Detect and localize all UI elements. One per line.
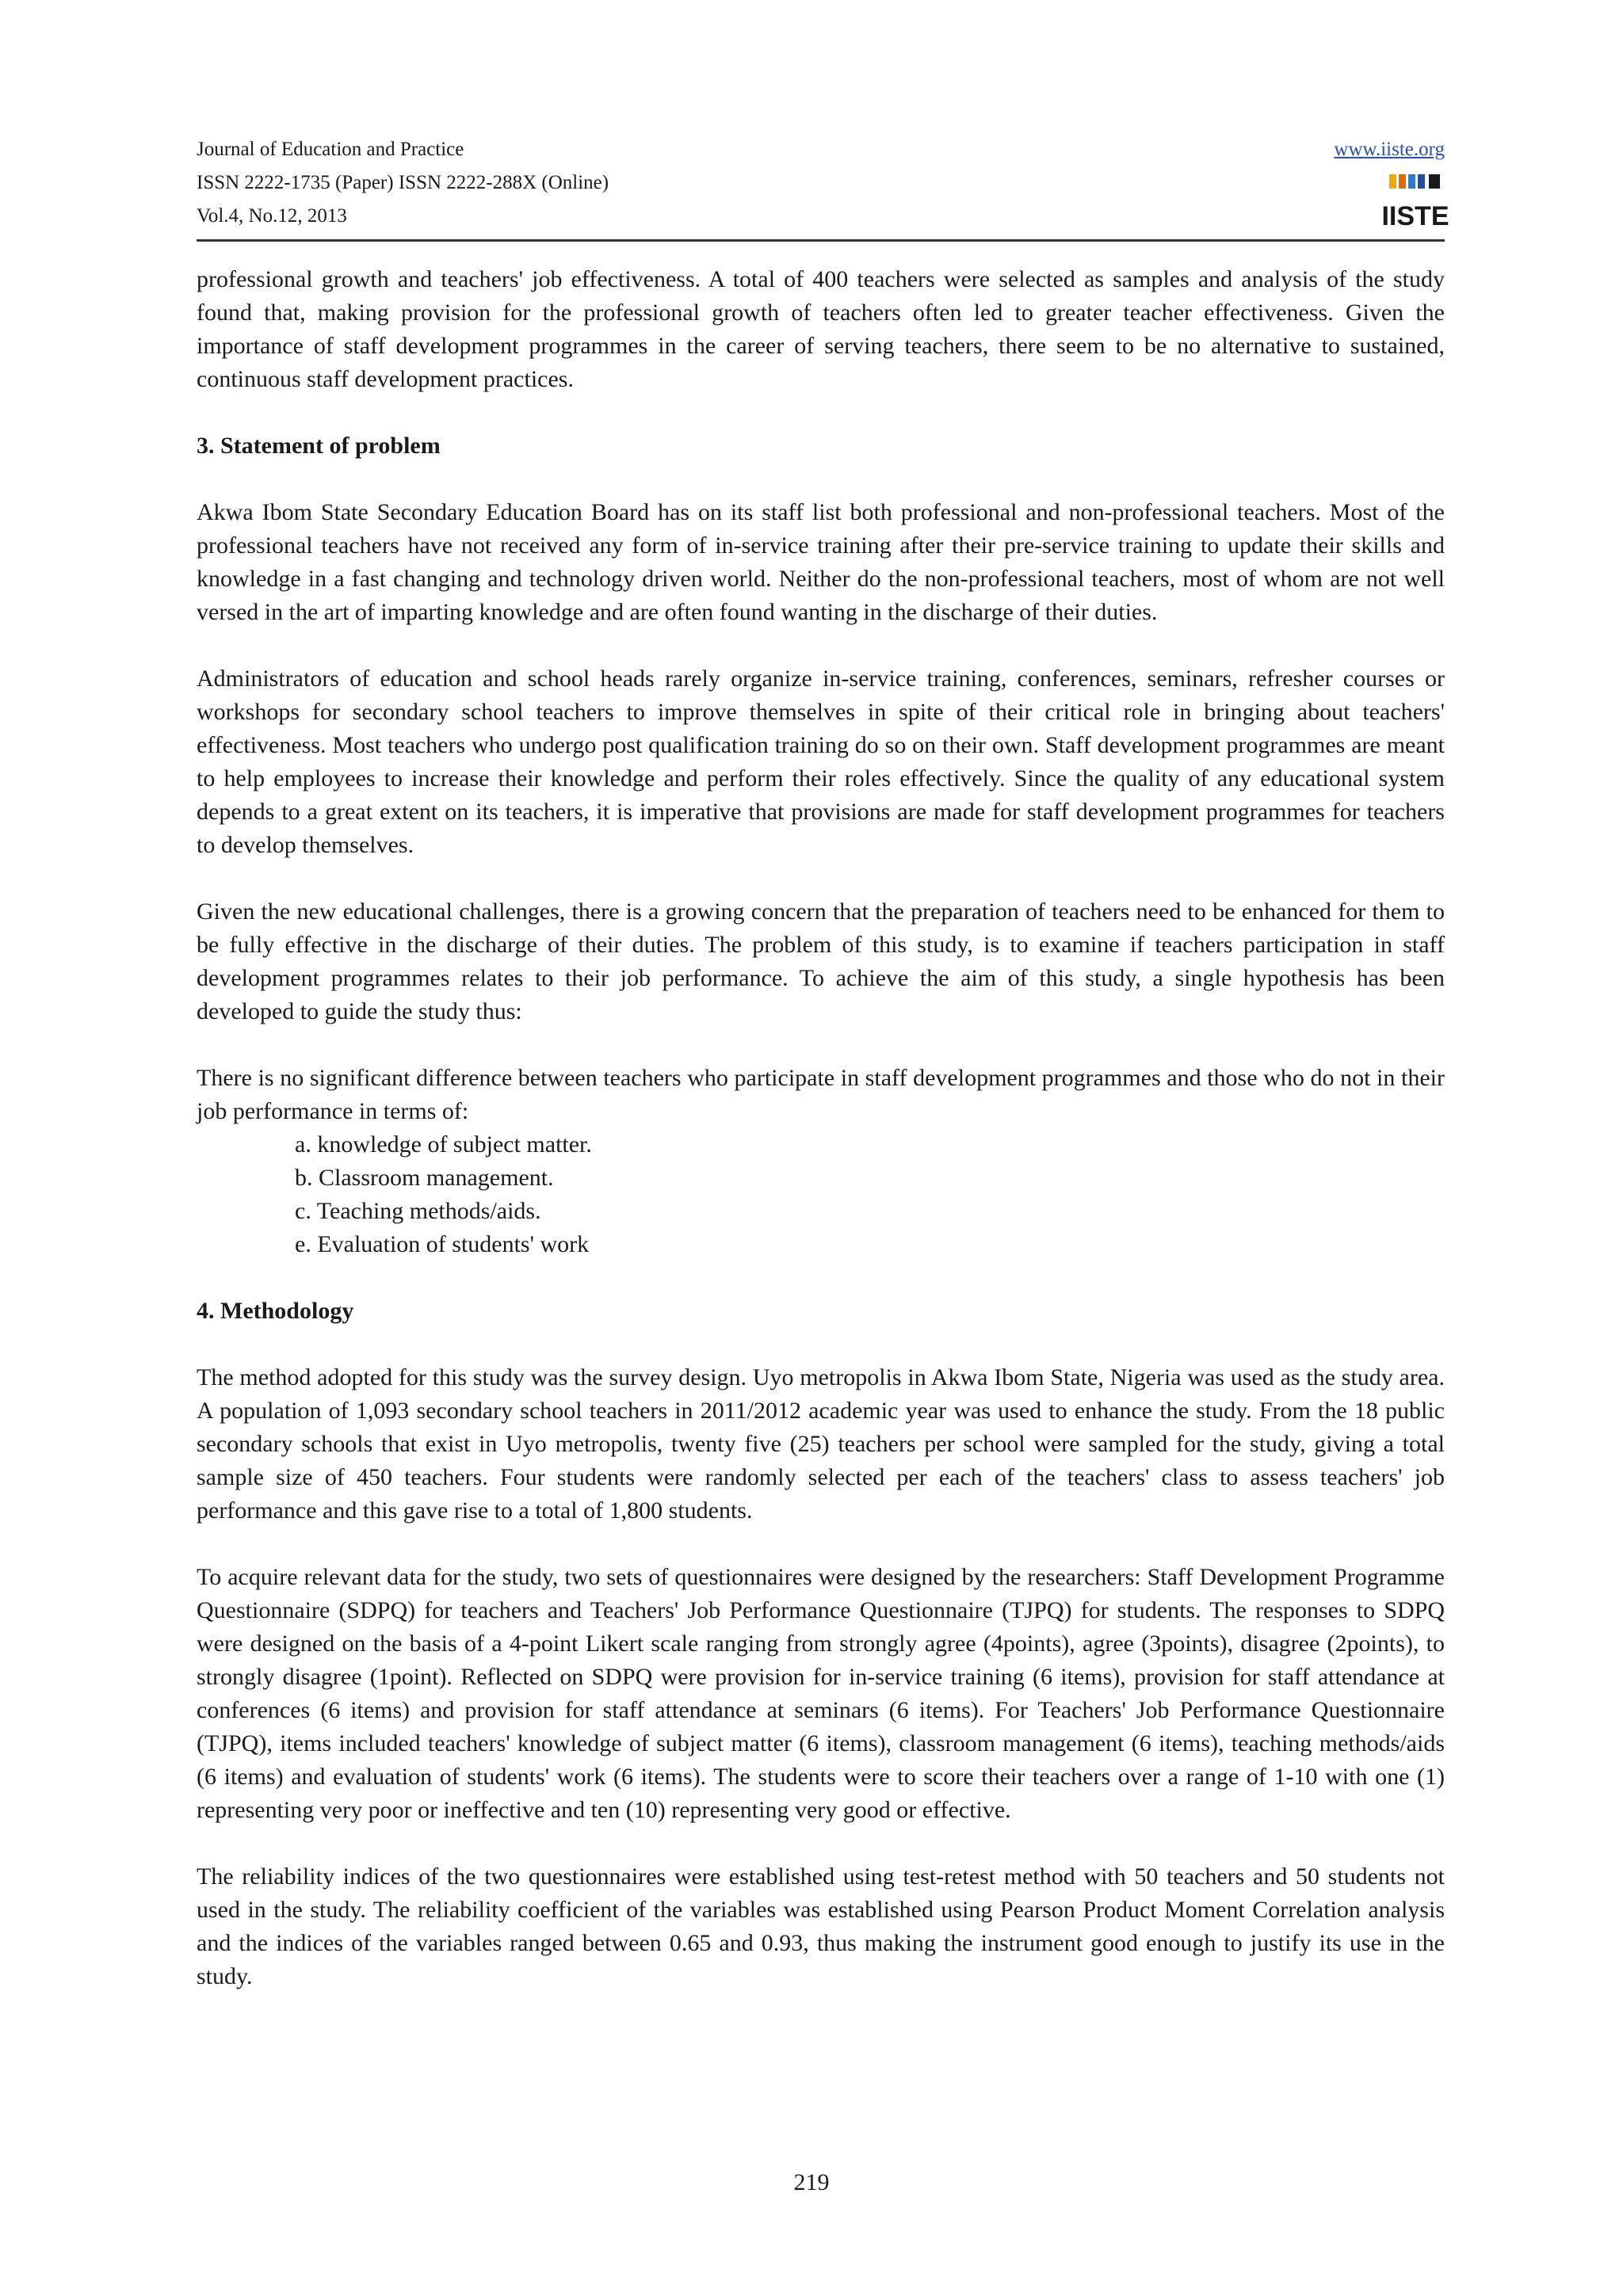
hypothesis-paragraph: There is no significant difference between teachers who participate in staff development programmes and those who do not in their job performance in terms of: — [197, 1065, 1445, 1124]
iiste-logo-icon — [1381, 171, 1449, 231]
intro-paragraph: professional growth and teachers' job effectiveness. A total of 400 teachers were selected as samples and analysis of the study found that, making provision for the professional growth of teachers often led to greater teacher effectiveness. Given the importance of staff development programmes in the career of serving teachers, there seem to be no alternative to sustained, continuous staff development practices. — [197, 266, 1445, 392]
problem-paragraph-2: Administrators of education and school heads rarely organize in-service training, conferences, seminars, refresher courses or workshops for secondary school teachers to improve themselves in spite of their critical role in bringing about teachers' effectiveness. Most teachers who undergo post qualification training do so on their own. Staff development programmes are meant to help employees to increase their knowledge and perform their roles effectively. Since the quality of any educational system depends to a great extent on its teachers, it is imperative that provisions are made for staff development programmes for teachers to develop themselves. — [197, 666, 1445, 858]
article-body — [197, 263, 1445, 2027]
svg-text:IISTE: IISTE — [1381, 201, 1449, 231]
list-item: e. Evaluation of students' work — [295, 1231, 590, 1257]
running-header — [197, 132, 1449, 242]
list-item: b. Classroom management. — [295, 1165, 554, 1191]
heading-statement-of-problem: 3. Statement of problem — [197, 433, 441, 459]
hypothesis-list — [197, 1128, 1445, 1261]
volume-line: Vol.4, No.12, 2013 — [197, 205, 347, 227]
journal-title: Journal of Education and Practice — [197, 139, 464, 160]
page-number: 219 — [793, 2169, 830, 2195]
list-item: c. Teaching methods/aids. — [295, 1198, 541, 1224]
problem-paragraph-1: Akwa Ibom State Secondary Education Board has on its staff list both professional and non-professional teachers. Most of the professional teachers have not received any form of in-service training after their pre-service training to update their skills and knowledge in a fast changing and technology driven world. Neither do the non-professional teachers, most of whom are not well versed in the art of imparting knowledge and are often found wanting in the discharge of their duties. — [197, 499, 1445, 625]
method-paragraph-3: The reliability indices of the two questionnaires were established using test-retest method with 50 teachers and 50 students not used in the study. The reliability coefficient of the variables was established using Pearson Product Moment Correlation analysis and the indices of the variables ranged between 0.65 and 0.93, thus making the instrument good enough to justify its use in the study. — [197, 1863, 1445, 1989]
method-paragraph-2: To acquire relevant data for the study, two sets of questionnaires were designed by the researchers: Staff Development Programme Questionnaire (SDPQ) for teachers and Teachers' Job Performance Questionnaire (TJPQ) for students. The responses to SDPQ were designed on the basis of a 4-point Likert scale ranging from strongly agree (4points), agree (3points), disagree (2points), to strongly disagree (1point). Reflected on SDPQ were provision for in-service training (6 items), provision for staff attendance at conferences (6 items) and provision for staff attendance at seminars (6 items). For Teachers' Job Performance Questionnaire (TJPQ), items included teachers' knowledge of subject matter (6 items), classroom management (6 items), teaching methods/aids (6 items) and evaluation of students' work (6 items). The students were to score their teachers over a range of 1-10 with one (1) representing very poor or ineffective and ten (10) representing very good or effective. — [197, 1564, 1445, 1823]
list-item: a. knowledge of subject matter. — [295, 1131, 592, 1158]
problem-paragraph-3: Given the new educational challenges, there is a growing concern that the preparation of teachers need to be enhanced for them to be fully effective in the discharge of their duties. The problem of this study, is to examine if teachers participation in staff development programmes relates to their job performance. To achieve the aim of this study, a single hypothesis has been developed to guide the study thus: — [197, 898, 1445, 1024]
issn-line: ISSN 2222-1735 (Paper) ISSN 2222-288X (Online) — [197, 172, 609, 193]
heading-methodology: 4. Methodology — [197, 1298, 354, 1324]
journal-url-link[interactable]: www.iiste.org — [1334, 139, 1445, 160]
method-paragraph-1: The method adopted for this study was the survey design. Uyo metropolis in Akwa Ibom State, Nigeria was used as the study area. A population of 1,093 secondary school teachers in 2011/2012 academic year was used to enhance the study. From the 18 public secondary schools that exist in Uyo metropolis, twenty five (25) teachers per school were sampled for the study, giving a total sample size of 450 teachers. Four students were randomly selected per each of the teachers' class to assess teachers' job performance and this gave rise to a total of 1,800 students. — [197, 1364, 1445, 1524]
